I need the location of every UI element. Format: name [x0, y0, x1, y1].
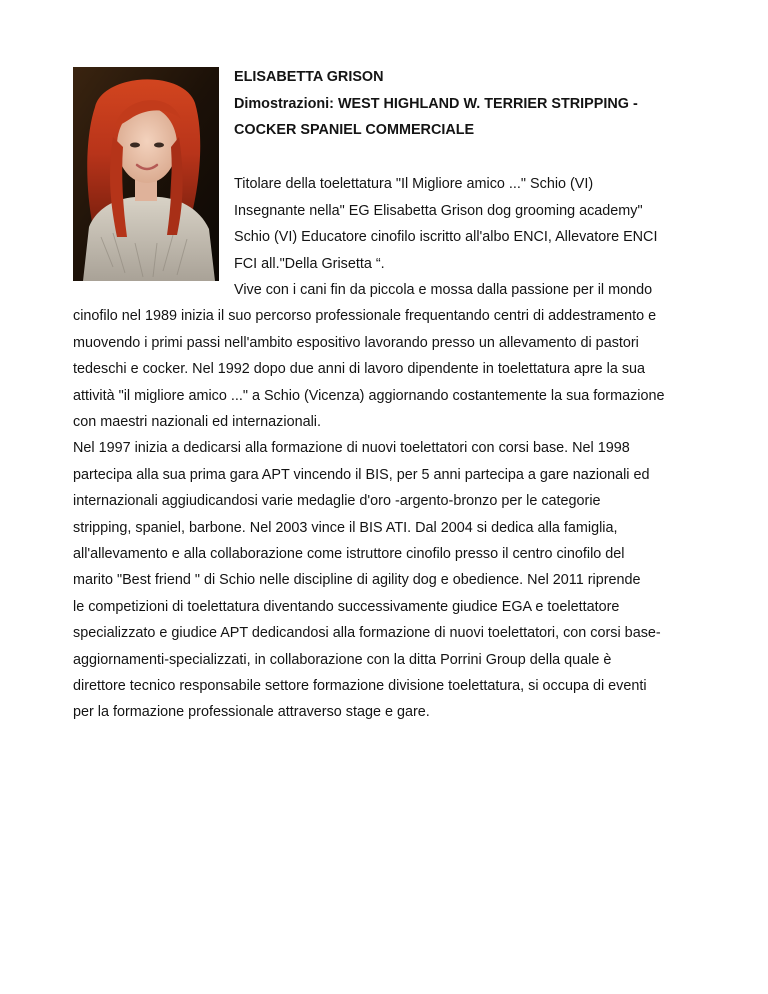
- body-line: all'allevamento e alla collaborazione come istruttore cinofilo presso il centro cinofilo del: [73, 546, 625, 562]
- body-line: cinofilo nel 1989 inizia il suo percorso professionale frequentando centri di addestramento e: [73, 308, 657, 324]
- body-line: muovendo i primi passi nell'ambito espositivo lavorando presso un allevamento di pastori: [73, 335, 639, 351]
- body-line: tedeschi e cocker. Nel 1992 dopo due anni di lavoro dipendente in toelettatura apre la sua: [73, 361, 646, 377]
- body-line: con maestri nazionali ed internazionali.: [73, 414, 321, 430]
- intro-line: Insegnante nella" EG Elisabetta Grison dog grooming academy": [234, 203, 643, 219]
- body-line: partecipa alla sua prima gara APT vincendo il BIS, per 5 anni partecipa a gare nazionali ed: [73, 467, 650, 483]
- body-line: per la formazione professionale attraverso stage e gare.: [73, 704, 430, 720]
- body-line: attività "il migliore amico ..." a Schio (Vicenza) aggiornando costantemente la sua formazione: [73, 388, 665, 404]
- body-line: internazionali aggiudicandosi varie medaglie d'oro -argento-bronzo per le categorie: [73, 493, 601, 509]
- body-line: stripping, spaniel, barbone. Nel 2003 vince il BIS ATI. Dal 2004 si dedica alla famiglia,: [73, 520, 618, 536]
- body-line: Nel 1997 inizia a dedicarsi alla formazione di nuovi toelettatori con corsi base. Nel 1998: [73, 440, 630, 456]
- intro-line: Schio (VI) Educatore cinofilo iscritto all'albo ENCI, Allevatore ENCI: [234, 229, 658, 245]
- intro-line: FCI all."Della Grisetta “.: [234, 256, 385, 272]
- body-line: le competizioni di toelettatura diventando successivamente giudice EGA e toelettatore: [73, 599, 620, 615]
- body-line: marito "Best friend " di Schio nelle discipline di agility dog e obedience. Nel 2011 riprende: [73, 572, 641, 588]
- intro-line: Vive con i cani fin da piccola e mossa dalla passione per il mondo: [234, 282, 653, 298]
- body-line: aggiornamenti-specializzati, in collaborazione con la ditta Porrini Group della quale è: [73, 652, 612, 668]
- intro-line: Titolare della toelettatura "Il Migliore amico ..." Schio (VI): [234, 176, 594, 192]
- demo-title-line-1: Dimostrazioni: WEST HIGHLAND W. TERRIER STRIPPING -: [234, 96, 638, 112]
- body-line: specializzato e giudice APT dedicandosi alla formazione di nuovi toelettatori, con corsi base-: [73, 625, 661, 641]
- portrait-photo: [73, 67, 219, 281]
- body-line: direttore tecnico responsabile settore formazione divisione toelettatura, si occupa di eventi: [73, 678, 647, 694]
- person-name: ELISABETTA GRISON: [234, 69, 384, 85]
- demo-title-line-2: COCKER SPANIEL COMMERCIALE: [234, 122, 475, 138]
